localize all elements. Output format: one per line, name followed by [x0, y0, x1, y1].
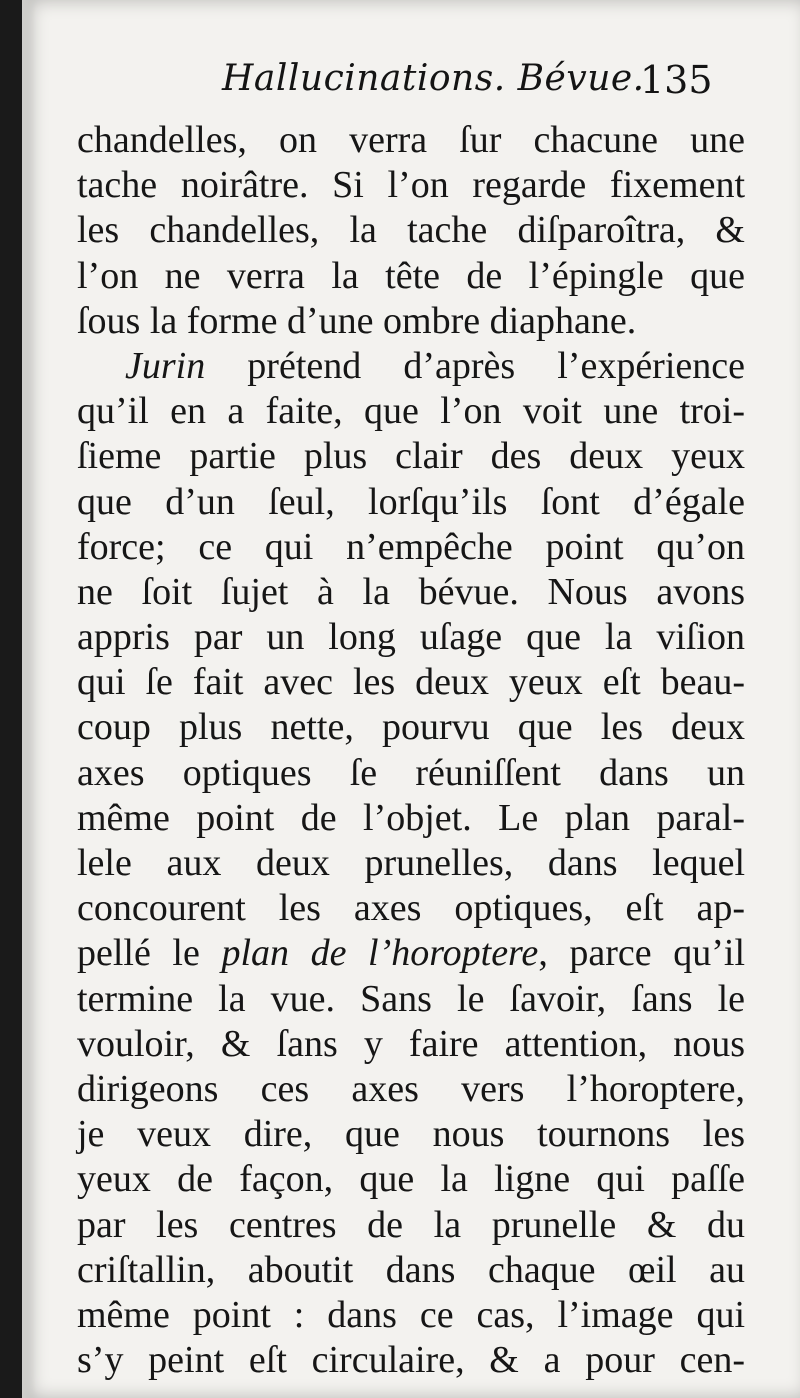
text-line: [77, 118, 745, 163]
text-segment: prétend d’après l’expérience: [205, 344, 745, 387]
italic-text: Jurin: [125, 344, 206, 387]
text-line: [77, 163, 745, 208]
running-title: Hallucinations. Bévue.: [222, 58, 645, 99]
body-text: [77, 118, 745, 1383]
text-segment: criſtallin, aboutit dans chaque œil au: [77, 1248, 745, 1291]
text-line: [77, 434, 745, 479]
text-segment: s’y peint eſt circulaire, & a pour cen-: [77, 1339, 745, 1382]
text-line: [77, 208, 745, 253]
text-line: [77, 525, 745, 570]
text-segment: , parce qu’il: [538, 932, 746, 975]
book-page: [22, 0, 800, 1398]
text-line: [77, 1112, 745, 1157]
page-number: 135: [640, 58, 713, 102]
text-segment: pellé le: [77, 932, 222, 975]
text-segment: même point de l’objet. Le plan paral-: [77, 796, 745, 839]
text-line: [77, 931, 745, 976]
text-segment: coup plus nette, pourvu que les deux: [77, 706, 745, 749]
text-segment: force; ce qui n’empêche point qu’on: [77, 525, 745, 568]
text-segment: ſous la forme d’une ombre diaphane.: [77, 299, 637, 342]
text-line: [77, 1338, 745, 1383]
text-segment: tache noirâtre. Si l’on regarde fixement: [77, 164, 745, 207]
text-line: [77, 886, 745, 931]
text-segment: les chandelles, la tache diſparoîtra, &: [77, 209, 745, 252]
text-segment: ſieme partie plus clair des deux yeux: [77, 435, 745, 478]
text-line: [77, 1248, 745, 1293]
text-line: [77, 1293, 745, 1338]
text-line: [77, 299, 745, 344]
italic-text: plan de l’horoptere: [221, 932, 539, 975]
text-line: [77, 1022, 745, 1067]
text-segment: qui ſe fait avec les deux yeux eſt beau-: [77, 661, 745, 704]
text-line: [77, 751, 745, 796]
text-segment: même point : dans ce cas, l’image qui: [77, 1293, 745, 1336]
text-line: [77, 1157, 745, 1202]
text-segment: lele aux deux prunelles, dans lequel: [77, 842, 745, 884]
text-segment: qu’il en a faite, que l’on voit une troi-: [77, 390, 745, 433]
text-line: [77, 796, 745, 841]
text-segment: appris par un long uſage que la viſion: [77, 616, 745, 659]
text-line: [77, 389, 745, 434]
text-segment: que d’un ſeul, lorſqu’ils ſont d’égale: [77, 480, 745, 523]
text-segment: chandelles, on verra ſur chacune une: [77, 119, 745, 161]
text-segment: par les centres de la prunelle & du: [77, 1203, 745, 1246]
text-segment: termine la vue. Sans le ſavoir, ſans le: [77, 977, 745, 1020]
text-line: [77, 615, 745, 660]
text-segment: vouloir, & ſans y faire attention, nous: [77, 1022, 745, 1065]
text-segment: yeux de façon, que la ligne qui paſſe: [77, 1158, 745, 1201]
text-segment: je veux dire, que nous tournons les: [77, 1113, 745, 1156]
text-line: [77, 1203, 745, 1248]
text-segment: dirigeons ces axes vers l’horoptere,: [77, 1067, 745, 1110]
page-header: [222, 58, 742, 118]
text-line: [77, 254, 745, 299]
text-line: [77, 977, 745, 1022]
text-line: [77, 660, 745, 705]
text-segment: axes optiques ſe réuniſſent dans un: [77, 751, 745, 794]
text-segment: ne ſoit ſujet à la bévue. Nous avons: [77, 570, 745, 613]
text-line: [77, 480, 745, 525]
text-line: [77, 570, 745, 615]
text-line: [77, 1067, 745, 1112]
text-line: [77, 344, 745, 389]
text-line: [77, 705, 745, 750]
text-segment: concourent les axes optiques, eſt ap-: [77, 887, 745, 930]
text-segment: l’on ne verra la tête de l’épingle que: [77, 254, 745, 297]
text-line: [77, 841, 745, 886]
